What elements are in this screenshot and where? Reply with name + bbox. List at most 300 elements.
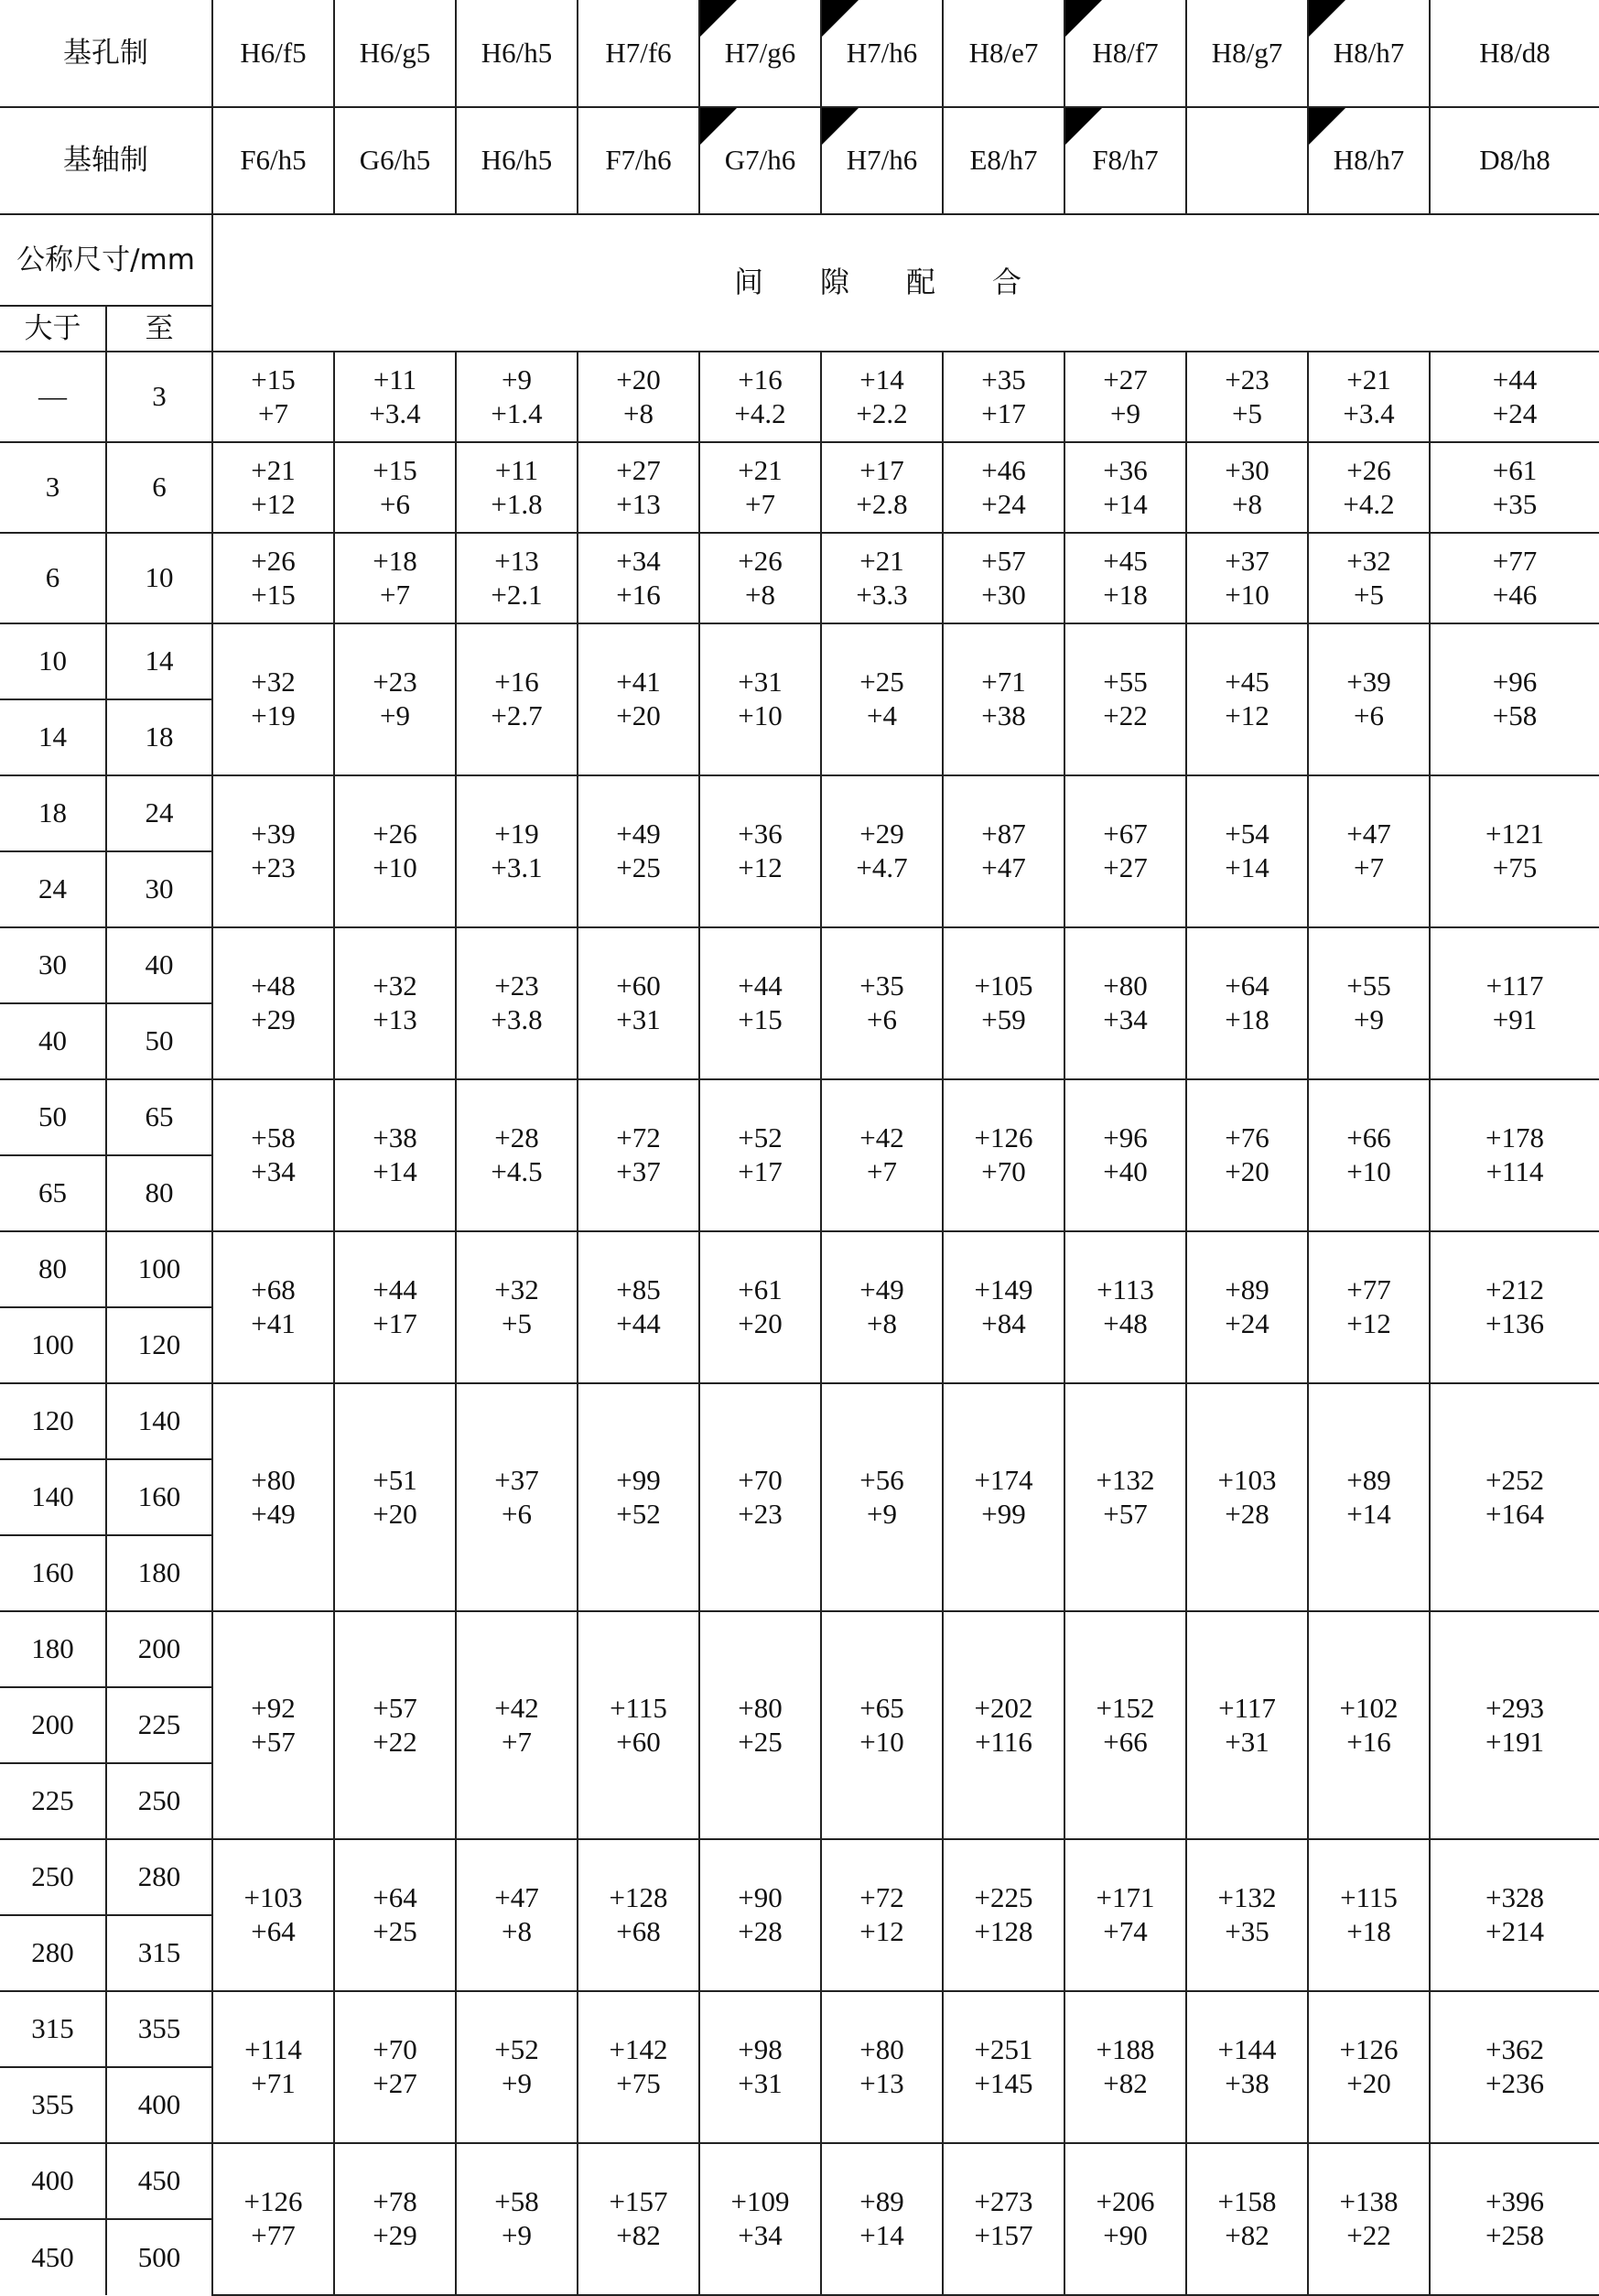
min-clearance: +20 (616, 699, 661, 731)
size-over: 160 (0, 1535, 106, 1611)
min-clearance: +34 (738, 2219, 783, 2251)
max-clearance: +11 (494, 453, 539, 486)
clearance-value-cell (943, 1991, 1064, 2143)
min-clearance: +34 (1103, 1003, 1148, 1035)
min-clearance: +10 (1346, 1155, 1391, 1187)
size-over: 14 (0, 699, 106, 775)
size-over: 24 (0, 851, 106, 927)
min-clearance: +236 (1486, 2067, 1544, 2099)
min-clearance: +37 (616, 1155, 661, 1187)
min-clearance: +18 (1225, 1003, 1269, 1035)
max-clearance: +26 (373, 818, 417, 850)
max-clearance: +144 (1217, 2033, 1277, 2066)
max-clearance: +80 (738, 1691, 783, 1724)
max-clearance: +64 (373, 1881, 417, 1914)
min-clearance: +6 (1354, 699, 1384, 731)
clearance-value-cell (334, 1839, 456, 1991)
size-to: 500 (106, 2219, 212, 2295)
max-clearance: +152 (1096, 1691, 1155, 1724)
min-clearance: +48 (1103, 1307, 1148, 1339)
min-clearance: +52 (616, 1497, 661, 1530)
min-clearance: +258 (1486, 2219, 1544, 2251)
clearance-value-cell (334, 1991, 456, 2143)
clearance-value-cell (456, 1079, 578, 1231)
clearance-value-cell (212, 1991, 334, 2143)
clearance-value-cell (943, 1383, 1064, 1611)
clearance-value-cell (578, 533, 699, 623)
hole-fit-code: H8/g7 (1186, 0, 1308, 107)
table-row (0, 1079, 1599, 1155)
clearance-value-cell (334, 1611, 456, 1839)
max-clearance: +102 (1339, 1691, 1399, 1724)
min-clearance: +68 (616, 1915, 661, 1947)
max-clearance: +35 (859, 969, 904, 1002)
max-clearance: +58 (251, 1121, 296, 1154)
size-over: 10 (0, 623, 106, 699)
clearance-value-cell (212, 352, 334, 442)
min-clearance: +9 (380, 699, 410, 731)
table-row (0, 927, 1599, 1003)
clearance-value-cell (821, 1611, 943, 1839)
min-clearance: +13 (859, 2067, 904, 2099)
size-over: 50 (0, 1079, 106, 1155)
max-clearance: +138 (1339, 2185, 1399, 2218)
size-over: 280 (0, 1915, 106, 1991)
min-clearance: +12 (738, 851, 783, 883)
max-clearance: +132 (1096, 1463, 1155, 1496)
max-clearance: +92 (251, 1691, 296, 1724)
max-clearance: +60 (616, 969, 661, 1002)
max-clearance: +44 (738, 969, 783, 1002)
min-clearance: +82 (1225, 2219, 1269, 2251)
clearance-value-cell (456, 533, 578, 623)
min-clearance: +22 (373, 1725, 417, 1758)
clearance-value-cell (1430, 1991, 1599, 2143)
clearance-value-cell (212, 442, 334, 533)
min-clearance: +35 (1492, 487, 1538, 520)
clearance-value-cell (334, 775, 456, 927)
size-to: 140 (106, 1383, 212, 1459)
shaft-basis-row (0, 107, 1599, 214)
max-clearance: +57 (373, 1691, 417, 1724)
max-clearance: +21 (1346, 363, 1391, 395)
size-to: 14 (106, 623, 212, 699)
clearance-value-cell (1308, 1079, 1430, 1231)
min-clearance: +8 (502, 1915, 532, 1947)
max-clearance: +17 (859, 453, 904, 486)
max-clearance: +32 (373, 969, 417, 1002)
max-clearance: +103 (1217, 1463, 1277, 1496)
clearance-value-cell (1064, 1079, 1186, 1231)
max-clearance: +27 (616, 453, 661, 486)
size-to: 120 (106, 1307, 212, 1383)
clearance-value-cell (578, 927, 699, 1079)
min-clearance: +7 (258, 396, 288, 429)
max-clearance: +202 (974, 1691, 1033, 1724)
max-clearance: +80 (859, 2033, 904, 2066)
max-clearance: +44 (373, 1273, 417, 1306)
min-clearance: +1.4 (491, 396, 543, 429)
clearance-value-cell (943, 1231, 1064, 1383)
clearance-value-cell (821, 1991, 943, 2143)
max-clearance: +26 (1346, 453, 1391, 486)
clearance-value-cell (1186, 1991, 1308, 2143)
clearance-value-cell (699, 1991, 821, 2143)
max-clearance: +68 (251, 1273, 296, 1306)
min-clearance: +29 (373, 2219, 417, 2251)
max-clearance: +174 (974, 1463, 1033, 1496)
min-clearance: +164 (1486, 1497, 1544, 1530)
min-clearance: +57 (1103, 1497, 1148, 1530)
min-clearance: +91 (1492, 1003, 1538, 1035)
min-clearance: +59 (981, 1003, 1026, 1035)
min-clearance: +18 (1103, 578, 1148, 611)
clearance-value-cell (1308, 533, 1430, 623)
max-clearance: +13 (494, 544, 539, 577)
min-clearance: +41 (251, 1307, 296, 1339)
max-clearance: +72 (859, 1881, 904, 1914)
max-clearance: +89 (1225, 1273, 1269, 1306)
clearance-value-cell (1186, 1839, 1308, 1991)
max-clearance: +142 (609, 2033, 668, 2066)
hole-fit-code: H8/f7 (1064, 0, 1186, 107)
min-clearance: +31 (1225, 1725, 1269, 1758)
size-to: 400 (106, 2067, 212, 2143)
hole-fit-code: H7/f6 (578, 0, 699, 107)
clearance-value-cell (1308, 2143, 1430, 2295)
clearance-value-cell (1064, 1991, 1186, 2143)
max-clearance: +206 (1096, 2185, 1155, 2218)
max-clearance: +9 (502, 363, 532, 395)
clearance-value-cell (1064, 623, 1186, 775)
shaft-basis-label: 基轴制 (0, 107, 212, 214)
max-clearance: +39 (1346, 666, 1391, 699)
hole-fit-code: H6/f5 (212, 0, 334, 107)
max-clearance: +49 (616, 818, 661, 850)
min-clearance: +75 (1492, 851, 1538, 883)
max-clearance: +99 (616, 1463, 661, 1496)
max-clearance: +117 (1486, 969, 1544, 1002)
clearance-value-cell (1308, 1991, 1430, 2143)
shaft-fit-code: E8/h7 (943, 107, 1064, 214)
clearance-value-cell (821, 533, 943, 623)
max-clearance: +20 (616, 363, 661, 395)
max-clearance: +52 (738, 1121, 783, 1154)
min-clearance: +70 (981, 1155, 1026, 1187)
max-clearance: +26 (251, 544, 296, 577)
max-clearance: +103 (243, 1881, 303, 1914)
hole-fit-code: H8/e7 (943, 0, 1064, 107)
clearance-value-cell (821, 1079, 943, 1231)
min-clearance: +15 (251, 578, 296, 611)
min-clearance: +3.1 (491, 851, 543, 883)
min-clearance: +4.7 (856, 851, 908, 883)
clearance-value-cell (699, 352, 821, 442)
max-clearance: +46 (981, 453, 1026, 486)
max-clearance: +21 (738, 453, 783, 486)
clearance-value-cell (943, 533, 1064, 623)
size-over: 225 (0, 1763, 106, 1839)
shaft-fit-code: G6/h5 (334, 107, 456, 214)
min-clearance: +49 (251, 1497, 296, 1530)
clearance-value-cell (1308, 1231, 1430, 1383)
size-to: 250 (106, 1763, 212, 1839)
max-clearance: +105 (974, 969, 1033, 1002)
min-clearance: +84 (981, 1307, 1026, 1339)
min-clearance: +12 (1346, 1307, 1391, 1339)
clearance-value-cell (943, 1839, 1064, 1991)
clearance-value-cell (212, 775, 334, 927)
clearance-value-cell (821, 623, 943, 775)
clearance-value-cell (943, 927, 1064, 1079)
clearance-value-cell (821, 1839, 943, 1991)
clearance-value-cell (456, 1231, 578, 1383)
clearance-value-cell (1308, 1383, 1430, 1611)
size-to: 160 (106, 1459, 212, 1535)
min-clearance: +3.4 (369, 396, 421, 429)
max-clearance: +80 (1103, 969, 1148, 1002)
clearance-value-cell (1308, 623, 1430, 775)
max-clearance: +109 (730, 2185, 790, 2218)
shaft-fit-code (1186, 107, 1308, 214)
clearance-value-cell (456, 2143, 578, 2295)
max-clearance: +15 (251, 363, 296, 395)
max-clearance: +38 (373, 1121, 417, 1154)
min-clearance: +57 (251, 1725, 296, 1758)
size-over: 65 (0, 1155, 106, 1231)
max-clearance: +47 (1346, 818, 1391, 850)
min-clearance: +9 (502, 2067, 532, 2099)
max-clearance: +23 (1225, 363, 1269, 395)
clearance-value-cell (821, 1383, 943, 1611)
max-clearance: +29 (859, 818, 904, 850)
min-clearance: +27 (1103, 851, 1148, 883)
max-clearance: +16 (494, 666, 539, 699)
hole-fit-code: H8/d8 (1430, 0, 1599, 107)
max-clearance: +65 (859, 1691, 904, 1724)
size-over: 30 (0, 927, 106, 1003)
min-clearance: +20 (1346, 2067, 1391, 2099)
max-clearance: +90 (738, 1881, 783, 1914)
max-clearance: +23 (373, 666, 417, 699)
clearance-value-cell (578, 352, 699, 442)
min-clearance: +28 (738, 1915, 783, 1947)
clearance-value-cell (456, 1611, 578, 1839)
clearance-value-cell (1430, 352, 1599, 442)
clearance-value-cell (578, 2143, 699, 2295)
clearance-value-cell (212, 2143, 334, 2295)
clearance-value-cell (699, 775, 821, 927)
max-clearance: +157 (609, 2185, 668, 2218)
clearance-value-cell (1186, 623, 1308, 775)
max-clearance: +32 (494, 1273, 539, 1306)
max-clearance: +57 (981, 544, 1026, 577)
clearance-value-cell (334, 927, 456, 1079)
min-clearance: +24 (1225, 1307, 1269, 1339)
min-clearance: +9 (867, 1497, 897, 1530)
max-clearance: +273 (974, 2185, 1033, 2218)
min-clearance: +16 (1346, 1725, 1391, 1758)
clearance-value-cell (334, 623, 456, 775)
clearance-value-cell (578, 1611, 699, 1839)
min-clearance: +9 (1110, 396, 1140, 429)
table-row (0, 623, 1599, 699)
table-row (0, 775, 1599, 851)
clearance-value-cell (1430, 1611, 1599, 1839)
clearance-value-cell (1064, 352, 1186, 442)
size-to: 30 (106, 851, 212, 927)
min-clearance: +66 (1103, 1725, 1148, 1758)
size-over: 250 (0, 1839, 106, 1915)
min-clearance: +82 (1103, 2067, 1148, 2099)
max-clearance: +80 (251, 1463, 296, 1496)
max-clearance: +42 (494, 1691, 539, 1724)
clearance-value-cell (334, 533, 456, 623)
max-clearance: +128 (609, 1881, 668, 1914)
min-clearance: +24 (1492, 396, 1538, 429)
clearance-value-cell (943, 1079, 1064, 1231)
min-clearance: +64 (251, 1915, 296, 1947)
clearance-value-cell (578, 1231, 699, 1383)
size-to: 225 (106, 1687, 212, 1763)
clearance-value-cell (456, 442, 578, 533)
min-clearance: +8 (623, 396, 654, 429)
min-clearance: +3.3 (856, 578, 908, 611)
max-clearance: +113 (1097, 1273, 1154, 1306)
size-over: 355 (0, 2067, 106, 2143)
min-clearance: +20 (373, 1497, 417, 1530)
min-clearance: +191 (1486, 1725, 1544, 1758)
hole-fit-code: H7/g6 (699, 0, 821, 107)
max-clearance: +78 (373, 2185, 417, 2218)
min-clearance: +99 (981, 1497, 1026, 1530)
clearance-value-cell (578, 623, 699, 775)
max-clearance: +89 (859, 2185, 904, 2218)
clearance-value-cell (943, 1611, 1064, 1839)
clearance-value-cell (1308, 1611, 1430, 1839)
clearance-value-cell (699, 2143, 821, 2295)
max-clearance: +14 (859, 363, 904, 395)
clearance-value-cell (1064, 1611, 1186, 1839)
min-clearance: +6 (502, 1497, 532, 1530)
max-clearance: +96 (1103, 1121, 1148, 1154)
clearance-value-cell (456, 927, 578, 1079)
min-clearance: +6 (867, 1003, 897, 1035)
max-clearance: +64 (1225, 969, 1269, 1002)
corner-mark-icon (822, 0, 859, 37)
clearance-value-cell (1308, 1839, 1430, 1991)
size-to: 40 (106, 927, 212, 1003)
clearance-value-cell (699, 1839, 821, 1991)
max-clearance: +27 (1103, 363, 1148, 395)
min-clearance: +114 (1486, 1155, 1544, 1187)
clearance-value-cell (943, 352, 1064, 442)
size-over: — (0, 352, 106, 442)
table-row (0, 533, 1599, 623)
min-clearance: +40 (1103, 1155, 1148, 1187)
clearance-value-cell (1186, 1383, 1308, 1611)
hole-basis-label: 基孔制 (0, 0, 212, 107)
max-clearance: +115 (1340, 1881, 1398, 1914)
clearance-value-cell (212, 533, 334, 623)
size-over: 140 (0, 1459, 106, 1535)
max-clearance: +52 (494, 2033, 539, 2066)
min-clearance: +22 (1346, 2219, 1391, 2251)
clearance-value-cell (699, 927, 821, 1079)
min-clearance: +82 (616, 2219, 661, 2251)
min-clearance: +12 (251, 487, 296, 520)
size-to: 50 (106, 1003, 212, 1079)
clearance-value-cell (943, 775, 1064, 927)
min-clearance: +16 (616, 578, 661, 611)
clearance-value-cell (1430, 623, 1599, 775)
max-clearance: +58 (494, 2185, 539, 2218)
min-clearance: +8 (745, 578, 775, 611)
size-to: 200 (106, 1611, 212, 1687)
clearance-fit-label: 间隙配合 (212, 214, 1599, 352)
max-clearance: +70 (738, 1463, 783, 1496)
clearance-value-cell (1186, 1231, 1308, 1383)
min-clearance: +90 (1103, 2219, 1148, 2251)
min-clearance: +58 (1492, 699, 1538, 731)
min-clearance: +2.1 (491, 578, 543, 611)
clearance-value-cell (699, 623, 821, 775)
clearance-value-cell (1308, 775, 1430, 927)
clearance-value-cell (821, 1231, 943, 1383)
size-over: 200 (0, 1687, 106, 1763)
clearance-value-cell (1430, 1079, 1599, 1231)
clearance-value-cell (334, 1231, 456, 1383)
min-clearance: +12 (859, 1915, 904, 1947)
corner-mark-icon (1065, 0, 1102, 37)
min-clearance: +7 (745, 487, 775, 520)
max-clearance: +188 (1096, 2033, 1155, 2066)
max-clearance: +54 (1225, 818, 1269, 850)
max-clearance: +18 (373, 544, 417, 577)
clearance-value-cell (821, 442, 943, 533)
clearance-value-cell (1430, 927, 1599, 1079)
to-label: 至 (106, 306, 212, 352)
table-row (0, 2143, 1599, 2219)
clearance-value-cell (1186, 775, 1308, 927)
max-clearance: +178 (1486, 1121, 1544, 1154)
max-clearance: +37 (494, 1463, 539, 1496)
table-row (0, 1383, 1599, 1459)
max-clearance: +55 (1103, 666, 1148, 699)
clearance-value-cell (1430, 1839, 1599, 1991)
max-clearance: +47 (494, 1881, 539, 1914)
min-clearance: +128 (974, 1915, 1033, 1947)
corner-mark-icon (700, 0, 737, 37)
max-clearance: +21 (251, 453, 296, 486)
max-clearance: +96 (1492, 666, 1538, 699)
min-clearance: +145 (974, 2067, 1033, 2099)
size-to: 6 (106, 442, 212, 533)
min-clearance: +17 (738, 1155, 783, 1187)
min-clearance: +44 (616, 1307, 661, 1339)
size-to: 65 (106, 1079, 212, 1155)
min-clearance: +27 (373, 2067, 417, 2099)
size-over: 18 (0, 775, 106, 851)
clearance-value-cell (578, 1991, 699, 2143)
table-row (0, 352, 1599, 442)
clearance-value-cell (1430, 775, 1599, 927)
clearance-value-cell (1186, 2143, 1308, 2295)
clearance-value-cell (1186, 442, 1308, 533)
min-clearance: +12 (1225, 699, 1269, 731)
min-clearance: +34 (251, 1155, 296, 1187)
min-clearance: +214 (1486, 1915, 1544, 1947)
